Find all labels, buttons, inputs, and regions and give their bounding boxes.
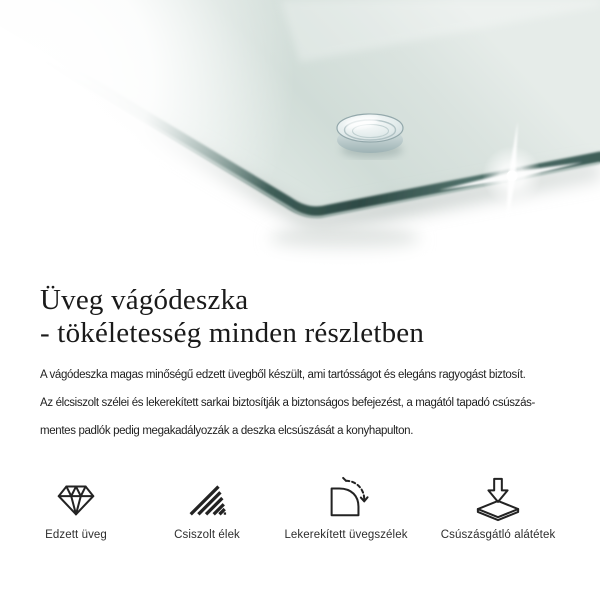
polished-edges-icon <box>184 476 230 522</box>
feature-polished-edges <box>127 476 287 541</box>
page-title-line2: - tökéletesség minden részletben <box>40 317 425 349</box>
feature-label: Lekerekített üvegszélek <box>284 529 408 541</box>
feature-label: Csúszásgátló alátétek <box>440 529 556 541</box>
diamond-icon <box>53 476 99 522</box>
rounded-corner-icon <box>323 476 369 522</box>
page-title-line1: Üveg vágódeszka <box>40 284 249 316</box>
paragraph-line: Az élcsiszolt szélei és lekerekített sarkai biztosítják a biztonságos befejezést, a magától tapadó csúszás- <box>40 397 536 409</box>
suction-foot <box>337 114 403 158</box>
page-title <box>40 284 424 350</box>
feature-row <box>0 476 600 556</box>
glass-board-photo-art <box>0 0 600 270</box>
description-paragraph <box>40 361 535 445</box>
feature-label: Edzett üveg <box>45 529 107 541</box>
feature-label: Csiszolt élek <box>174 529 240 541</box>
product-photo <box>0 0 600 270</box>
white-fade-overlay <box>0 0 360 240</box>
anti-slip-pads-icon <box>475 476 521 522</box>
paragraph-line: A vágódeszka magas minőségű edzett üvegből készült, ami tartósságot és elegáns ragyogást biztosít. <box>40 369 526 381</box>
feature-anti-slip-pads <box>418 476 578 541</box>
feature-rounded-glass-edges <box>266 476 426 541</box>
paragraph-line: mentes padlók pedig megakadályozzák a deszka elcsúszását a konyhapulton. <box>40 425 414 437</box>
photo-bottom-fade <box>0 232 600 270</box>
